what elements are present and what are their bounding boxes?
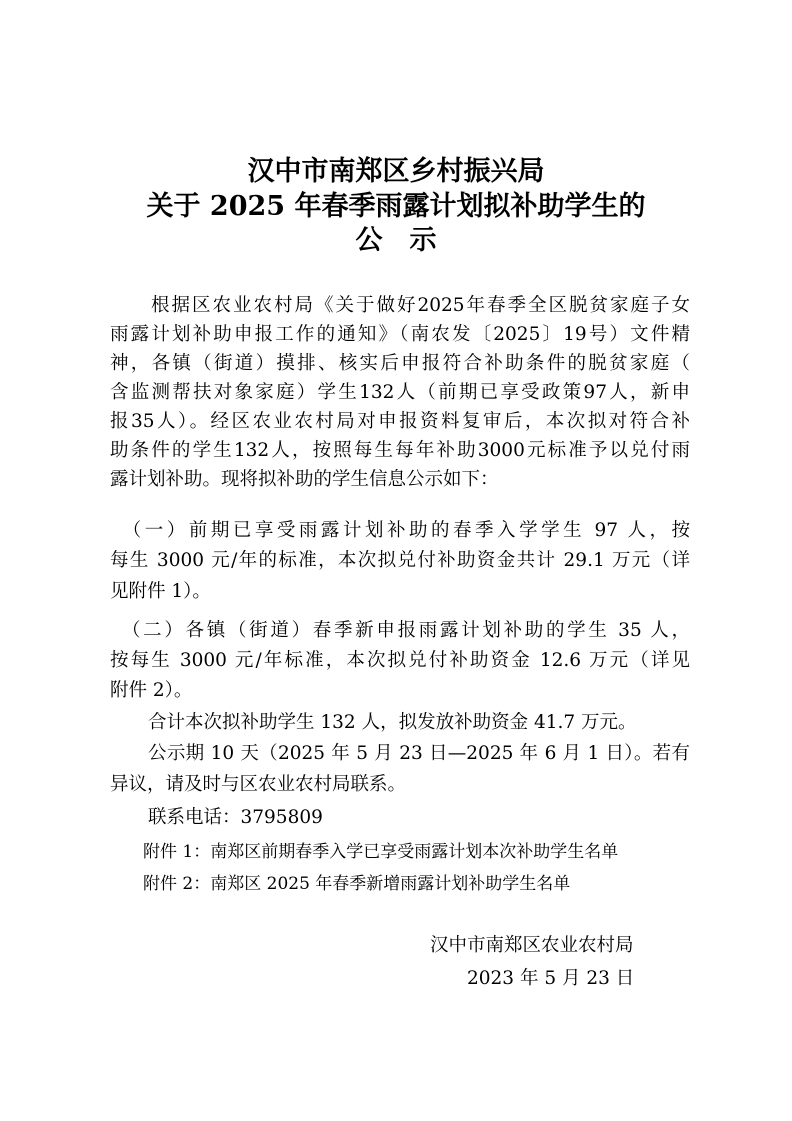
paragraph-3-line: 附件 2）。	[110, 680, 193, 701]
paragraph-1-line: 含监测帮扶对象家庭）学生132人（前期已享受政策97人，新申	[110, 382, 690, 403]
paragraph-2-line: （一）前期已享受雨露计划补助的春季入学学生 97 人，按	[110, 520, 690, 541]
paragraph-5-line: 异议，请及时与区农业农村局联系。	[110, 774, 407, 795]
annex-2: 附件 2：南郑区 2025 年春季新增雨露计划补助学生名单	[143, 874, 571, 894]
paragraph-2-line: 每生 3000 元/年的标准，本次拟兑付补助资金共计 29.1 万元（详	[110, 550, 690, 571]
document-title-line-3: 公 示	[355, 225, 437, 256]
paragraph-3-line: （二）各镇（街道）春季新申报雨露计划补助的学生 35 人，	[110, 620, 690, 641]
paragraph-3-line: 按每生 3000 元/年标准，本次拟兑付补助资金 12.6 万元（详见	[110, 650, 690, 671]
paragraph-5-line: 公示期 10 天（2025 年 5 月 23 日—2025 年 6 月 1 日）。若有	[148, 743, 690, 764]
paragraph-1-line: 神，各镇（街道）摸排、核实后申报符合补助条件的脱贫家庭（	[110, 353, 690, 374]
contact-phone: 联系电话：3795809	[148, 807, 323, 828]
paragraph-1-line: 报35人）。经区农业农村局对申报资料复审后，本次拟对符合补	[110, 411, 690, 432]
paragraph-1-line: 露计划补助。现将拟补助的学生信息公示如下：	[110, 469, 499, 490]
signature-org: 汉中市南郑区农业农村局	[430, 935, 634, 956]
document-title-line-2: 关于 2025 年春季雨露计划拟补助学生的	[146, 191, 646, 222]
paragraph-1-line: 根据区农业农村局《关于做好2025年春季全区脱贫家庭子女	[110, 295, 690, 316]
annex-1: 附件 1：南郑区前期春季入学已享受雨露计划本次补助学生名单	[143, 842, 619, 862]
paragraph-4-total: 合计本次拟补助学生 132 人，拟发放补助资金 41.7 万元。	[148, 712, 637, 733]
signature-date: 2023 年 5 月 23 日	[467, 968, 635, 989]
paragraph-1-line: 雨露计划补助申报工作的通知》（南农发〔2025〕19号）文件精	[110, 324, 690, 345]
paragraph-2-line: 见附件 1）。	[110, 581, 211, 602]
document-title-line-1: 汉中市南郑区乡村振兴局	[247, 156, 545, 187]
paragraph-1-line: 助条件的学生132人，按照每生每年补助3000元标准予以兑付雨	[110, 440, 690, 461]
